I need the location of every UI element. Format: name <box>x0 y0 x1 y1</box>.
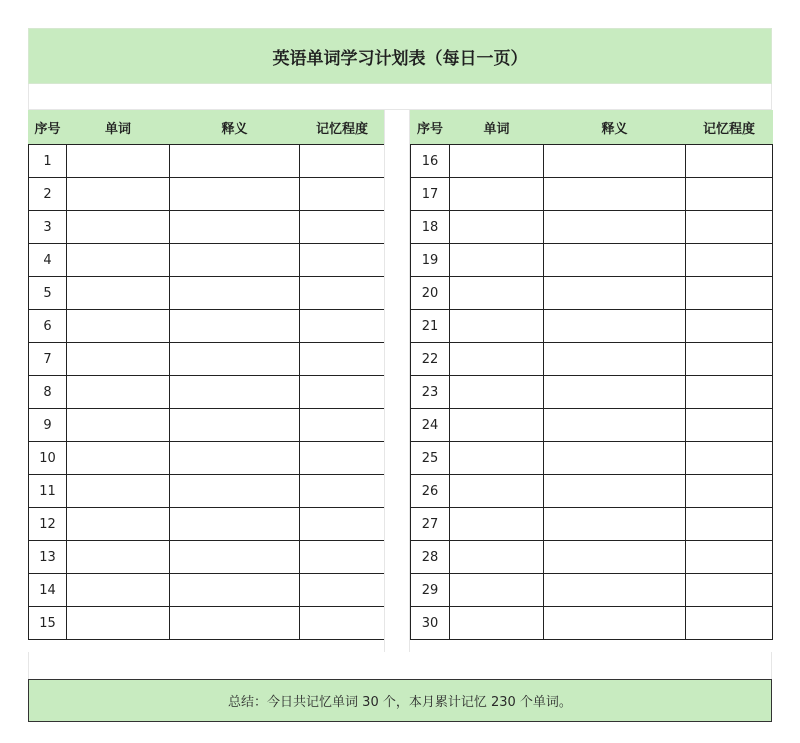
meaning-cell[interactable] <box>544 409 686 442</box>
meaning-cell[interactable] <box>170 178 300 211</box>
word-cell[interactable] <box>450 508 544 541</box>
memory-cell[interactable] <box>686 574 773 607</box>
row-index: 18 <box>411 211 450 244</box>
spacer-row <box>28 84 772 110</box>
row-index: 1 <box>29 145 67 178</box>
row-index: 4 <box>29 244 67 277</box>
meaning-cell[interactable] <box>544 607 686 640</box>
memory-cell[interactable] <box>300 442 385 475</box>
word-cell[interactable] <box>450 310 544 343</box>
sheet-title: 英语单词学习计划表（每日一页） <box>28 28 772 84</box>
word-cell[interactable] <box>67 607 170 640</box>
row-index: 9 <box>29 409 67 442</box>
row-index: 19 <box>411 244 450 277</box>
memory-cell[interactable] <box>686 409 773 442</box>
memory-cell[interactable] <box>686 211 773 244</box>
header-word: 单词 <box>67 111 170 145</box>
table-row <box>29 244 385 277</box>
row-index: 3 <box>29 211 67 244</box>
word-cell[interactable] <box>450 574 544 607</box>
word-cell[interactable] <box>67 541 170 574</box>
word-table-left <box>28 110 385 640</box>
meaning-cell[interactable] <box>170 376 300 409</box>
memory-cell[interactable] <box>300 574 385 607</box>
row-index: 24 <box>411 409 450 442</box>
meaning-cell[interactable] <box>170 343 300 376</box>
table-row <box>29 310 385 343</box>
header-index: 序号 <box>29 111 67 145</box>
meaning-cell[interactable] <box>544 541 686 574</box>
word-cell[interactable] <box>67 508 170 541</box>
table-row <box>29 574 385 607</box>
memory-cell[interactable] <box>686 442 773 475</box>
row-index: 29 <box>411 574 450 607</box>
memory-cell[interactable] <box>300 178 385 211</box>
memory-cell[interactable] <box>300 607 385 640</box>
memory-cell[interactable] <box>300 244 385 277</box>
meaning-cell[interactable] <box>544 574 686 607</box>
table-row <box>29 343 385 376</box>
table-header-row <box>29 111 385 145</box>
meaning-cell[interactable] <box>170 442 300 475</box>
word-cell[interactable] <box>450 376 544 409</box>
table-row <box>411 244 773 277</box>
row-index: 14 <box>29 574 67 607</box>
memory-cell[interactable] <box>686 277 773 310</box>
table-row <box>29 211 385 244</box>
meaning-cell[interactable] <box>170 541 300 574</box>
table-row <box>29 409 385 442</box>
header-meaning: 释义 <box>170 111 300 145</box>
summary-bar: 总结：今日共记忆单词 30 个，本月累计记忆 230 个单词。 <box>28 679 772 722</box>
meaning-cell[interactable] <box>170 508 300 541</box>
meaning-cell[interactable] <box>544 442 686 475</box>
table-row <box>411 310 773 343</box>
meaning-cell[interactable] <box>170 475 300 508</box>
table-row <box>411 409 773 442</box>
meaning-cell[interactable] <box>544 343 686 376</box>
word-cell[interactable] <box>450 442 544 475</box>
row-index: 23 <box>411 376 450 409</box>
memory-cell[interactable] <box>686 343 773 376</box>
memory-cell[interactable] <box>300 211 385 244</box>
table-row <box>411 277 773 310</box>
memory-cell[interactable] <box>300 310 385 343</box>
table-row <box>411 508 773 541</box>
word-table-right <box>410 110 773 640</box>
word-cell[interactable] <box>450 409 544 442</box>
row-index: 21 <box>411 310 450 343</box>
header-index: 序号 <box>411 111 450 145</box>
row-index: 16 <box>411 145 450 178</box>
meaning-cell[interactable] <box>544 475 686 508</box>
word-cell[interactable] <box>450 145 544 178</box>
table-row <box>29 277 385 310</box>
row-index: 11 <box>29 475 67 508</box>
table-header-row <box>411 111 773 145</box>
table-row <box>411 442 773 475</box>
header-memory: 记忆程度 <box>686 111 773 145</box>
header-meaning: 释义 <box>544 111 686 145</box>
meaning-cell[interactable] <box>544 310 686 343</box>
memory-cell[interactable] <box>686 244 773 277</box>
word-cell[interactable] <box>450 607 544 640</box>
row-index: 15 <box>29 607 67 640</box>
meaning-cell[interactable] <box>544 244 686 277</box>
table-row <box>411 574 773 607</box>
memory-cell[interactable] <box>686 541 773 574</box>
memory-cell[interactable] <box>300 475 385 508</box>
memory-cell[interactable] <box>686 508 773 541</box>
word-cell[interactable] <box>67 244 170 277</box>
row-index: 8 <box>29 376 67 409</box>
meaning-cell[interactable] <box>544 211 686 244</box>
row-index: 25 <box>411 442 450 475</box>
meaning-cell[interactable] <box>544 508 686 541</box>
table-row <box>411 178 773 211</box>
memory-cell[interactable] <box>686 145 773 178</box>
word-cell[interactable] <box>67 145 170 178</box>
meaning-cell[interactable] <box>170 277 300 310</box>
table-row <box>29 178 385 211</box>
memory-cell[interactable] <box>300 409 385 442</box>
memory-cell[interactable] <box>300 508 385 541</box>
memory-cell[interactable] <box>300 541 385 574</box>
table-row <box>29 541 385 574</box>
memory-cell[interactable] <box>686 178 773 211</box>
table-row <box>29 475 385 508</box>
table-row <box>411 376 773 409</box>
table-row <box>29 376 385 409</box>
memory-cell[interactable] <box>686 607 773 640</box>
memory-cell[interactable] <box>686 376 773 409</box>
row-index: 27 <box>411 508 450 541</box>
table-row <box>411 541 773 574</box>
spacer-row-bottom <box>28 652 772 679</box>
meaning-cell[interactable] <box>544 145 686 178</box>
row-index: 30 <box>411 607 450 640</box>
row-index: 2 <box>29 178 67 211</box>
column-gap <box>384 110 410 652</box>
table-row <box>411 607 773 640</box>
meaning-cell[interactable] <box>544 376 686 409</box>
header-word: 单词 <box>450 111 544 145</box>
meaning-cell[interactable] <box>170 211 300 244</box>
row-index: 10 <box>29 442 67 475</box>
word-cell[interactable] <box>67 376 170 409</box>
table-row <box>411 211 773 244</box>
memory-cell[interactable] <box>686 475 773 508</box>
word-cell[interactable] <box>67 343 170 376</box>
memory-cell[interactable] <box>686 310 773 343</box>
word-cell[interactable] <box>67 574 170 607</box>
table-row <box>29 442 385 475</box>
memory-cell[interactable] <box>300 277 385 310</box>
table-row <box>411 343 773 376</box>
word-cell[interactable] <box>450 178 544 211</box>
row-index: 12 <box>29 508 67 541</box>
word-cell[interactable] <box>450 244 544 277</box>
word-cell[interactable] <box>450 211 544 244</box>
table-row <box>411 475 773 508</box>
row-index: 7 <box>29 343 67 376</box>
meaning-cell[interactable] <box>170 244 300 277</box>
row-index: 6 <box>29 310 67 343</box>
word-cell[interactable] <box>450 541 544 574</box>
meaning-cell[interactable] <box>170 574 300 607</box>
meaning-cell[interactable] <box>170 607 300 640</box>
word-cell[interactable] <box>67 310 170 343</box>
table-row <box>29 607 385 640</box>
row-index: 22 <box>411 343 450 376</box>
word-cell[interactable] <box>67 277 170 310</box>
meaning-cell[interactable] <box>544 178 686 211</box>
row-index: 17 <box>411 178 450 211</box>
memory-cell[interactable] <box>300 376 385 409</box>
word-cell[interactable] <box>450 475 544 508</box>
memory-cell[interactable] <box>300 343 385 376</box>
row-index: 5 <box>29 277 67 310</box>
meaning-cell[interactable] <box>170 310 300 343</box>
row-index: 20 <box>411 277 450 310</box>
table-row <box>29 508 385 541</box>
meaning-cell[interactable] <box>170 409 300 442</box>
row-index: 13 <box>29 541 67 574</box>
word-cell[interactable] <box>67 475 170 508</box>
word-cell[interactable] <box>450 277 544 310</box>
table-row <box>411 145 773 178</box>
word-cell[interactable] <box>67 442 170 475</box>
meaning-cell[interactable] <box>170 145 300 178</box>
table-row <box>29 145 385 178</box>
meaning-cell[interactable] <box>544 277 686 310</box>
row-index: 26 <box>411 475 450 508</box>
word-cell[interactable] <box>67 409 170 442</box>
word-cell[interactable] <box>67 211 170 244</box>
word-cell[interactable] <box>450 343 544 376</box>
memory-cell[interactable] <box>300 145 385 178</box>
header-memory: 记忆程度 <box>300 111 385 145</box>
row-index: 28 <box>411 541 450 574</box>
word-cell[interactable] <box>67 178 170 211</box>
